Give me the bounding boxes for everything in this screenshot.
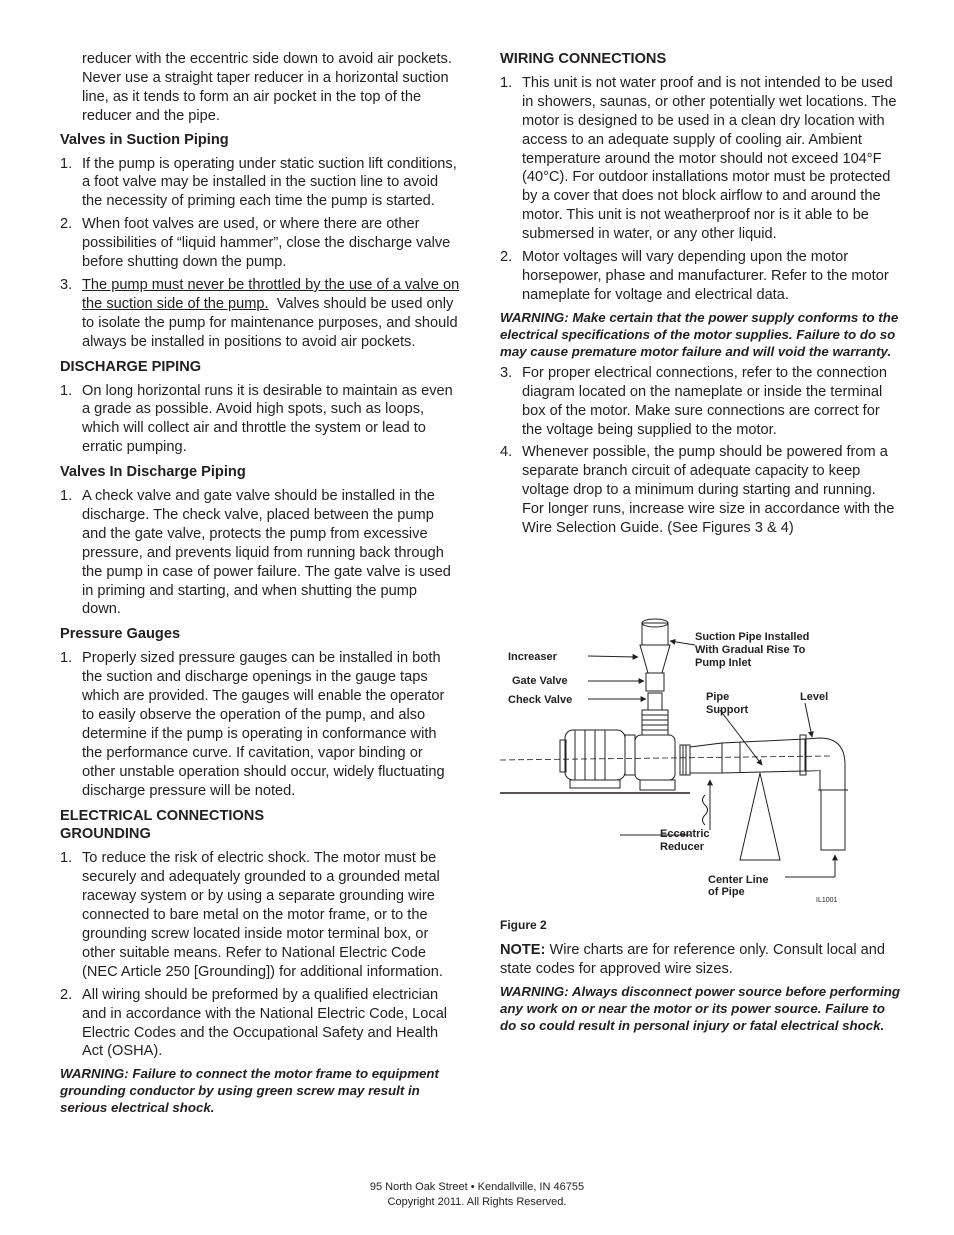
right-column [500,50,900,542]
list-number: 2. [60,986,73,1003]
section-heading: Valves in Suction Piping [60,131,229,148]
list-text: Whenever possible, the pump should be powered from a separate branch circuit of adequate capacity to keep voltage drop to a minimum during starting and running. For longer runs, increase wire size in accordance with the Wire Selection Guide. (See Figures 3 & 4) [522,444,895,537]
list-item [60,487,460,619]
suction-label-line1: Suction Pipe Installed [695,631,810,643]
list-item [60,276,460,352]
pipe-support-label-line1: Pipe [706,691,730,703]
list-text: To reduce the risk of electric shock. The motor must be securely and adequately grounded to a grounded metal raceway system or by using a separate grounding wire connected to bare metal on the motor frame, or to the grounding screw located inside motor terminal box, or other suitable means. Refer to National Electric Code (NEC Article 250 [Grounding]) for additional information. [82,850,443,980]
suction-pipe [722,739,805,773]
page-footer [0,1180,954,1210]
list-text: For proper electrical connections, refer to the connection diagram located on the nameplate or inside the terminal box of the motor. Make sure connections are correct for the voltage being supplied to the motor. [522,364,888,438]
suction-label-line3: Pump Inlet [695,657,752,669]
list-number: 2. [60,216,73,233]
gate-valve-label: Gate Valve [512,675,568,687]
section-heading: Pressure Gauges [60,626,181,643]
check-valve-label: Check Valve [508,694,573,706]
check-valve [648,693,662,710]
list-number: 1. [60,155,73,172]
note-label: NOTE: [500,941,546,958]
suction-label-line2: With Gradual Rise To [695,644,806,656]
pump-installation-diagram [500,615,900,910]
level-label: Level [800,691,829,703]
list-item [500,443,900,538]
eccentric-reducer-label-line2: Reducer [660,841,705,853]
list-text: A check valve and gate valve should be installed in the discharge. The check valve, placed between the pump and the gate valve, protects the pump from excessive pressure, and prevents liquid from running back through the pump in case of power failure. The gate valve is used in priming and starting, and when shutting the pump down. [82,488,451,618]
increaser-label: Increaser [508,651,557,663]
list-number: 4. [500,444,513,461]
list-item [60,215,460,272]
elbow [805,738,845,790]
figure-caption: Figure 2 [500,918,547,932]
list-text: Valves should be used only to isolate the pump for maintenance purposes, and should always be installed in positions to avoid air pockets. [82,295,458,350]
list-item [60,849,460,981]
pipe-support-label-line2: Support [706,704,749,716]
warning-text: WARNING: Failure to connect the motor frame to equipment grounding conductor by using green screw may result in serious electrical shock. [60,1066,439,1116]
list-item [500,364,900,440]
list-text: Properly sized pressure gauges can be installed in both the suction and discharge openings in the gauge taps which are provided. The gauges will enable the operator to easily observe the operation of the pump, and also determine if the pump is operating in conformance with the performance curve. If cavitation, vapor binding or other unstable operation should occur, widely fluctuating discharge pressure will be noted. [82,650,445,799]
warning-text: WARNING: Always disconnect power source before performing any work on or near the motor or its power source. Failure to do so could result in personal injury or fatal electrical shock. [500,983,900,1033]
list-number: 1. [60,488,73,505]
list-text: If the pump is operating under static suction lift conditions, a foot valve may be installed in the suction line to avoid the necessity of priming each time the pump is started. [82,155,457,210]
list-item [500,248,900,305]
center-line-label-line1: Center Line [708,874,769,886]
list-item [60,382,460,458]
pipe-support [740,773,780,860]
list-number: 1. [500,74,513,91]
list-number: 2. [500,249,513,266]
section-heading: GROUNDING [60,826,151,843]
center-line-label-line2: of Pipe [708,886,745,898]
list-text: When foot valves are used, or where there are other possibilities of “liquid hammer”, close the discharge valve before shutting down the pump. [82,216,451,271]
section-heading: DISCHARGE PIPING [60,358,202,375]
section-heading: Valves In Discharge Piping [60,464,246,481]
list-number: 1. [60,650,73,667]
list-number: 3. [500,364,513,381]
footer-address: 95 North Oak Street • Kendallville, IN 46755 [369,1181,585,1193]
list-number: 1. [60,850,73,867]
list-item [60,649,460,800]
diagram-code: IL1001 [816,897,838,904]
footer-copyright: Copyright 2011. All Rights Reserved. [387,1196,567,1208]
list-item [60,155,460,212]
underlined-text: The pump must never be throttled by the use of a valve on the suction side of the pump. [82,276,460,312]
gate-valve [646,673,664,691]
list-number: 1. [60,382,73,399]
eccentric-reducer-label-line1: Eccentric [660,828,710,840]
list-item [60,986,460,1062]
list-text: Motor voltages will vary depending upon the motor horsepower, phase and manufacturer. Refer to the motor nameplate for voltage and electrical data. [522,249,889,303]
list-number: 3. [60,276,73,293]
warning-text: WARNING: Make certain that the power supply conforms to the electrical specifications of the motor supplies. Failure to do so may cause premature motor failure and will void the warranty. [500,309,899,359]
note-paragraph [500,941,900,979]
list-text: This unit is not water proof and is not intended to be used in showers, saunas, or other potentially wet locations. The motor is designed to be used in a clean dry location with access to an adequate supply of cooling air. Ambient temperature around the motor should not exceed 104°F (40°C). For outdoor installations motor must be protected by a cover that does not block airflow to and around the motor. This unit is not weatherproof nor is it able to be submersed in water, or any other liquid. [522,74,897,243]
left-column [60,50,460,1120]
section-heading: ELECTRICAL CONNECTIONS [60,807,265,824]
increaser [640,645,670,673]
pump-body [635,735,675,780]
paragraph: reducer with the eccentric side down to avoid air pockets. Never use a straight taper reducer in a horizontal suction line, as it tends to form an air pocket in the top of the reducer and the pipe. [82,51,452,124]
list-item [500,74,900,244]
note-text: Wire charts are for reference only. Consult local and state codes for approved wire sizes. [500,941,885,977]
list-text: All wiring should be preformed by a qualified electrician and in accordance with the National Electric Code, Local Electric Codes and the Occupational Safety and Health Act (OSHA). [82,986,448,1060]
figure-notes [500,914,900,1038]
section-heading: WIRING CONNECTIONS [500,51,667,67]
diagram-svg [500,615,900,910]
list-text: On long horizontal runs it is desirable to maintain as even a grade as possible. Avoid high spots, such as loops, which will collect air and throttle the system or lead to erratic pumping. [82,382,453,456]
vertical-pipe [821,790,845,850]
